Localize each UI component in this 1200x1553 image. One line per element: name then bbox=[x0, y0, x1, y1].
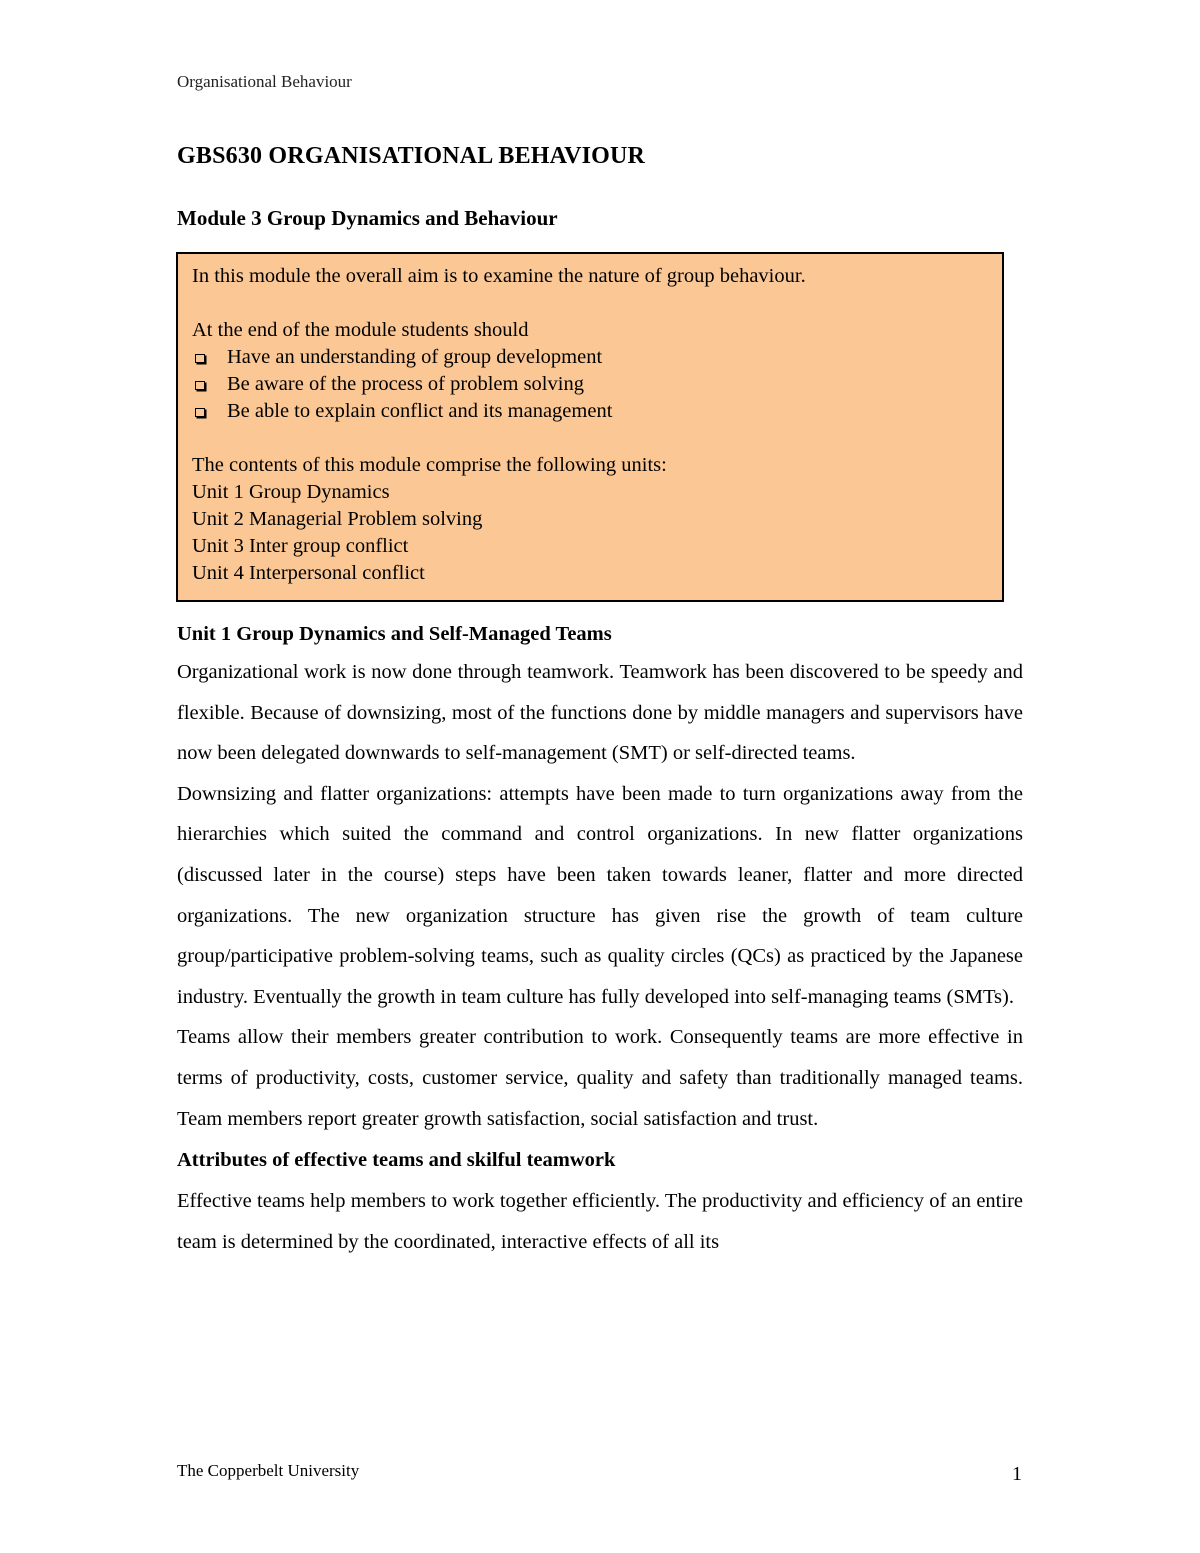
footer-institution: The Copperbelt University bbox=[177, 1461, 360, 1480]
outcomes-lead: At the end of the module students should bbox=[192, 319, 529, 341]
module-aims-box bbox=[176, 252, 1004, 602]
contents-lead: The contents of this module comprise the following units: bbox=[192, 454, 667, 476]
square-bullet-icon bbox=[195, 381, 205, 390]
page-number: 1 bbox=[1012, 1463, 1022, 1485]
outcome-item: Be aware of the process of problem solving bbox=[192, 371, 988, 398]
body-paragraph: Downsizing and flatter organizations: attempts have been made to turn organizations away from the hierarchies which suited the command and control organizations. In new flatter organizations (discussed later in the course) steps have been taken towards leaner, flatter and more directed organizations. The new organization structure has given rise the growth of team culture group/participative problem-solving teams, such as quality circles (QCs) as practiced by the Japanese industry. Eventually the growth in team culture has fully developed into self-managing teams (SMTs). bbox=[177, 782, 1023, 1008]
unit-list bbox=[192, 479, 988, 587]
module-title: Module 3 Group Dynamics and Behaviour bbox=[177, 206, 558, 230]
body-paragraph: Effective teams help members to work together efficiently. The productivity and efficiency of an entire team is determined by the coordinated, interactive effects of all its bbox=[177, 1190, 1023, 1253]
square-bullet-icon bbox=[195, 408, 205, 417]
unit-item: Unit 4 Interpersonal conflict bbox=[192, 562, 425, 584]
aims-intro: In this module the overall aim is to examine the nature of group behaviour. bbox=[192, 265, 806, 287]
document-title: GBS630 ORGANISATIONAL BEHAVIOUR bbox=[177, 143, 646, 169]
outcome-item: Have an understanding of group development bbox=[192, 344, 988, 371]
outcome-item: Be able to explain conflict and its management bbox=[192, 398, 988, 425]
body-paragraph: Teams allow their members greater contribution to work. Consequently teams are more effective in terms of productivity, costs, customer service, quality and safety than traditionally managed teams. Team members report greater growth satisfaction, social satisfaction and trust. bbox=[177, 1026, 1023, 1130]
unit-item: Unit 3 Inter group conflict bbox=[192, 535, 409, 557]
section-heading: Attributes of effective teams and skilful teamwork bbox=[177, 1149, 616, 1172]
running-header: Organisational Behaviour bbox=[177, 72, 352, 91]
outcomes-list bbox=[192, 344, 988, 425]
section-heading: Unit 1 Group Dynamics and Self-Managed Teams bbox=[177, 623, 612, 645]
body-paragraph: Organizational work is now done through teamwork. Teamwork has been discovered to be speedy and flexible. Because of downsizing, most of the functions done by middle managers and supervisors have now been delegated downwards to self-management (SMT) or self-directed teams. bbox=[177, 661, 1023, 765]
unit-item: Unit 1 Group Dynamics bbox=[192, 481, 390, 503]
unit-item: Unit 2 Managerial Problem solving bbox=[192, 508, 483, 530]
document-body bbox=[177, 616, 1023, 1262]
square-bullet-icon bbox=[195, 354, 205, 363]
